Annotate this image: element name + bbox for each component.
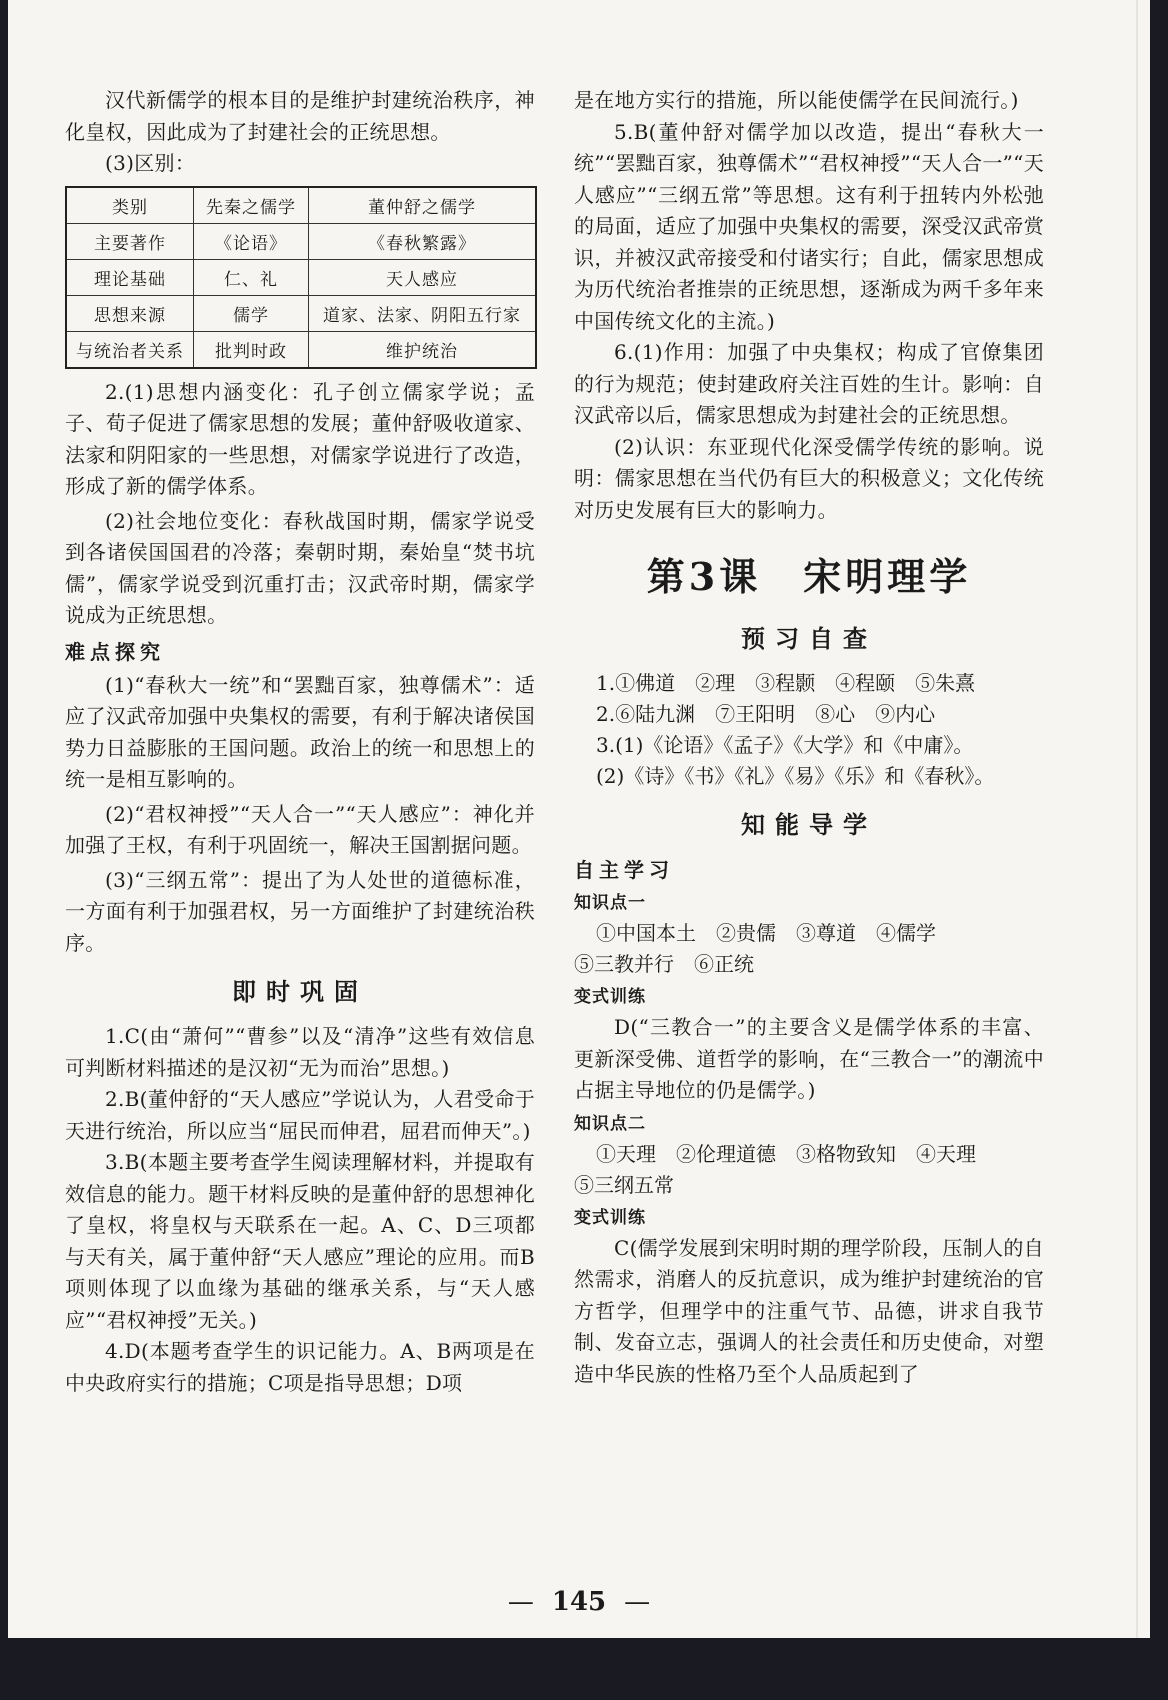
jishi-answer-3: 3.B(本题主要考查学生阅读理解材料，并提取有效信息的能力。题干材料反映的是董仲舒的思想神化了皇权，将皇权与天联系在一起。A、C、D三项都与天有关，属于董仲舒“天人感应”理论的应用。而B项则体现了以血缘为基础的继承关系，与“天人感应”“君权神授”无关。): [65, 1150, 535, 1332]
table-cell: 批判时政: [194, 331, 309, 368]
comparison-table: [65, 186, 537, 369]
table-cell: 《春秋繁露》: [309, 223, 537, 259]
table-header-cell: 先秦之儒学: [194, 187, 309, 224]
table-header-cell: 类别: [66, 187, 194, 224]
table-cell: 道家、法家、阴阳五行家: [309, 295, 537, 331]
section-heading-yuxi: 预习自查: [741, 625, 877, 653]
section-heading-zhineng: 知能导学: [741, 811, 877, 839]
knowledge-point-1-title: 知识点一: [574, 893, 646, 913]
jishi-answer-4-continued: 是在地方实行的措施，所以能使儒学在民间流行。): [574, 88, 1019, 112]
jishi-answer-1: 1.C(由“萧何”“曹参”以及“清净”这些有效信息可判断材料描述的是汉初“无为而治”思想。): [65, 1024, 535, 1080]
table-row: [66, 223, 536, 259]
table-row: [66, 295, 536, 331]
table-cell: 与统治者关系: [66, 331, 194, 368]
section-heading-jishi: 即时巩固: [232, 978, 368, 1006]
lesson-title: 第3课 宋明理学: [646, 554, 972, 599]
table-header-row: [66, 187, 536, 224]
answer-2-2: (2)社会地位变化：春秋战国时期，儒家学说受到各诸侯国国君的冷落；秦朝时期，秦始皇“焚书坑儒”，儒家学说受到沉重打击；汉武帝时期，儒家学说成为正统思想。: [65, 508, 535, 627]
nandian-1: (1)“春秋大一统”和“罢黜百家，独尊儒术”：适应了汉武帝加强中央集权的需要，有利于解决诸侯国势力日益膨胀的王国问题。政治上的统一和思想上的统一是相互影响的。: [65, 672, 535, 791]
table-cell: 思想来源: [66, 295, 194, 331]
table-cell: 理论基础: [66, 259, 194, 295]
table-cell: 天人感应: [309, 259, 537, 295]
variant-training-2: C(儒学发展到宋明时期的理学阶段，压制人的自然需求，消磨人的反抗意识，成为维护封建统治的官方哲学，但理学中的注重气节、品德，讲求自我节制、发奋立志，强调人的社会责任和历史使命，对塑造中华民族的性格乃至个人品质起到了: [574, 1235, 1044, 1386]
jishi-answer-6-1: 6.(1)作用：加强了中央集权；构成了官僚集团的行为规范；使封建政府关注百姓的生计。影响：自汉武帝以后，儒家思想成为封建社会的正统思想。: [574, 340, 1044, 427]
yuxi-line-1: 1.①佛道 ②理 ③程颢 ④程颐 ⑤朱熹: [596, 671, 976, 695]
page-number-value: 145: [551, 1587, 607, 1617]
table-cell: 儒学: [194, 295, 309, 331]
jishi-answer-4: 4.D(本题考查学生的识记能力。A、B两项是在中央政府实行的措施；C项是指导思想；D项: [65, 1339, 535, 1395]
scan-border: [0, 1638, 1168, 1700]
knowledge-point-1-line-2: ⑤三教并行 ⑥正统: [574, 952, 754, 976]
section-heading-nandian: 难点探究: [65, 639, 165, 664]
table-caption: (3)区别：: [105, 151, 196, 175]
table-cell: 仁、礼: [194, 259, 309, 295]
jishi-answer-5: 5.B(董仲舒对儒学加以改造，提出“春秋大一统”“罢黜百家，独尊儒术”“君权神授”“天人合一”“天人感应”“三纲五常”等思想。这有利于扭转内外松弛的局面，适应了加强中央集权的需要，深受汉武帝赏识，并被汉武帝接受和付诸实行；自此，儒家思想成为历代统治者推崇的正统思想，逐渐成为两千多年来中国传统文化的主流。): [574, 119, 1044, 333]
table-row: [66, 259, 536, 295]
table-cell: 《论语》: [194, 223, 309, 259]
section-heading-zizhu: 自主学习: [574, 858, 674, 882]
table-header-cell: 董仲舒之儒学: [309, 187, 537, 224]
yuxi-line-3: 3.(1)《论语》《孟子》《大学》和《中庸》。: [596, 733, 974, 757]
binding-edge: [1136, 0, 1138, 1638]
right-column: [574, 85, 1044, 1390]
knowledge-point-2-line-2: ⑤三纲五常: [574, 1172, 674, 1197]
page-number: — 145 —: [507, 1587, 651, 1617]
table-cell: 维护统治: [309, 331, 537, 368]
variant-training-2-title: 变式训练: [574, 1207, 646, 1228]
knowledge-point-2-line-1: ①天理 ②伦理道德 ③格物致知 ④天理: [596, 1141, 976, 1166]
yuxi-line-2: 2.⑥陆九渊 ⑦王阳明 ⑧心 ⑨内心: [596, 702, 936, 726]
variant-training-1: D(“三教合一”的主要含义是儒学体系的丰富、更新深受佛、道哲学的影响，在“三教合一”的潮流中占据主导地位的仍是儒学。): [574, 1015, 1044, 1102]
left-column: [65, 85, 535, 1399]
intro-paragraph: 汉代新儒学的根本目的是维护封建统治秩序，神化皇权，因此成为了封建社会的正统思想。: [65, 88, 535, 144]
jishi-answer-6-2: (2)认识：东亚现代化深受儒学传统的影响。说明：儒家思想在当代仍有巨大的积极意义；文化传统对历史发展有巨大的影响力。: [574, 434, 1044, 522]
nandian-2: (2)“君权神授”“天人合一”“天人感应”：神化并加强了王权，有利于巩固统一，解决王国割据问题。: [65, 801, 535, 857]
knowledge-point-2-title: 知识点二: [574, 1113, 646, 1134]
answer-2-1: 2.(1)思想内涵变化：孔子创立儒家学说；孟子、荀子促进了儒家思想的发展；董仲舒吸收道家、法家和阴阳家的一些思想，对儒家学说进行了改造，形成了新的儒学体系。: [65, 379, 535, 498]
knowledge-point-1-line-1: ①中国本土 ②贵儒 ③尊道 ④儒学: [596, 921, 936, 945]
nandian-3: (3)“三纲五常”：提出了为人处世的道德标准，一方面有利于加强君权，另一方面维护了封建统治秩序。: [65, 867, 535, 955]
variant-training-1-title: 变式训练: [574, 987, 646, 1007]
jishi-answer-2: 2.B(董仲舒的“天人感应”学说认为，人君受命于天进行统治，所以应当“屈民而伸君，屈君而伸天”。): [65, 1087, 535, 1143]
table-cell: 主要著作: [66, 223, 194, 259]
table-row: [66, 331, 536, 368]
page: [8, 0, 1150, 1638]
yuxi-line-4: (2)《诗》《书》《礼》《易》《乐》和《春秋》。: [596, 764, 995, 788]
